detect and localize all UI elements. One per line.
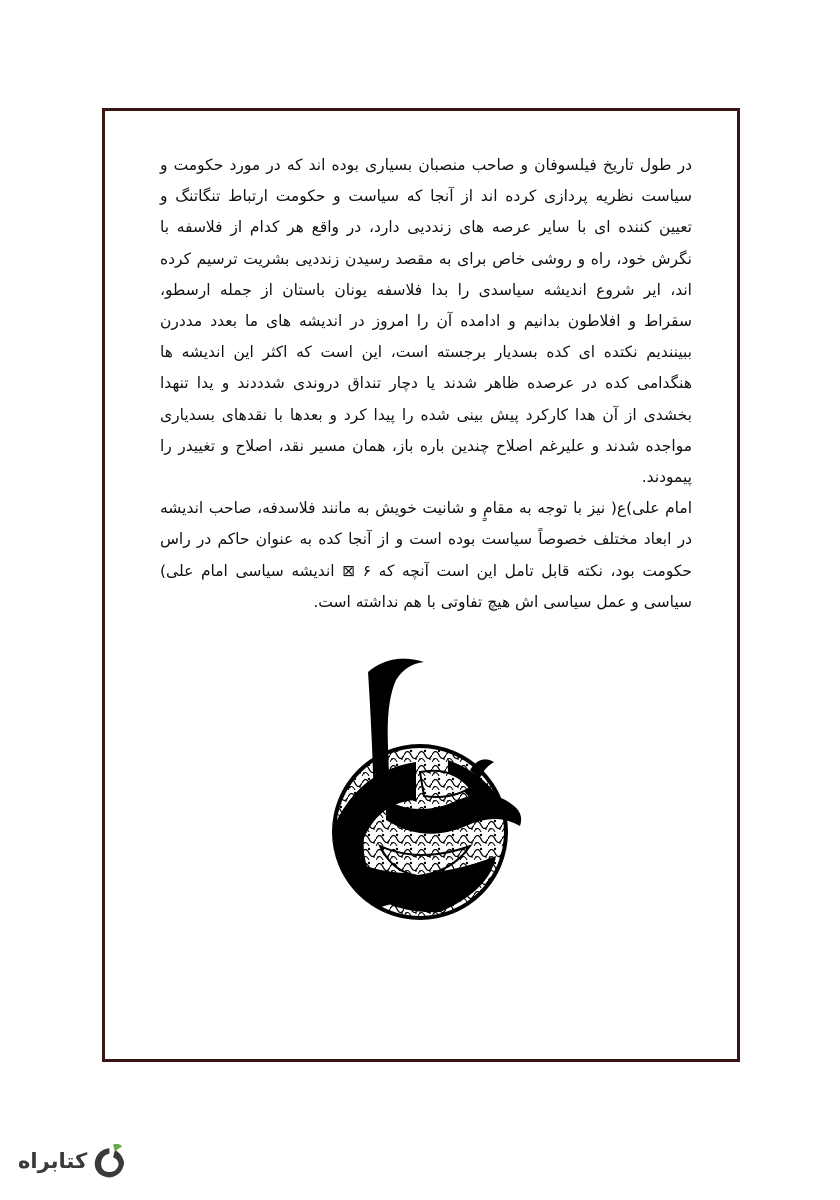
watermark-text: کتابراه [18,1149,88,1173]
body-text [160,150,692,618]
paragraph-2: امام علی)ع( نیز با توجه به مقامٍ و شانیت خویش به مانند فلاسدفه، صاحب اندیشه در ابعاد مختلف خصوصاً سیاست بوده است و از آنجا کده به عنوان حاکم در راس حکومت بود، نکته قابل تامل این است آنچه که ۶ ⊠ اندیشه سیاسی امام علی) سیاسی و عمل سیاسی اش هیچ تفاوتی با هم نداشته است. [160,499,693,611]
paragraph-1: در طول تاریخ فیلسوفان و صاحب منصبان بسیاری بوده اند که در مورد حکومت و سیاست نظریه پردازی کرده اند از آنجا که سیاست و حکومت ارتباط تنگاتنگ و تعیین کننده ای با سایر عرصه های زنددیی دارد، در واقع هر کدام از فلاسفه با نگرش خود، راه و روشی خاص برای به مقصد رسیدن زنددیی بشریت ترسیم کرده اند، ایر شروع اندیشه سیاسدی را بدا فلاسفه یونان باستان از جمله ارسطو، سقراط و افلاطون بدانیم و ادامده آن را امروز در اندیشه های ما بعدد مددرن ببینندیم نکتده ای کده بسدیار برجسته است، این است که اکثر این اندیشه ها هنگدامی کده در عرصده ظاهر شدند یا دچار تنداق دروندی شدددند و یدا تنهدا بخشدی از آن هدا کارکرد پیش بینی شده را پیدا کرد و بعدها با نقدهای بسدیاری مواجده شدند و علیرغم اصلاح چندین باره باز، همان مسیر نقد، اصلاح و تغییدر را پیمودند. [160,156,692,487]
ketabrah-logo-icon [91,1139,128,1183]
ketabrah-watermark [18,1138,128,1184]
ali-calligraphy-emblem-icon [320,650,530,920]
